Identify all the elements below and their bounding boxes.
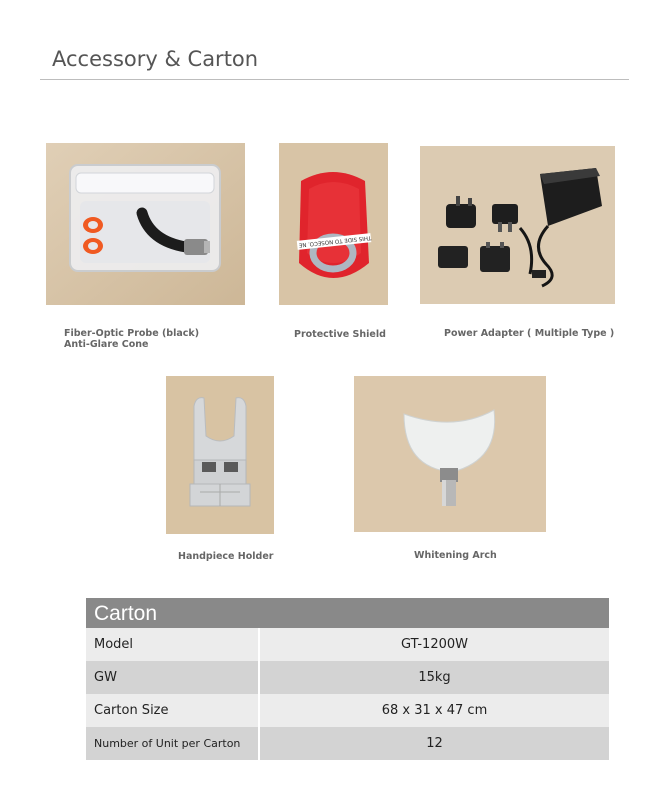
row-label-gw: GW <box>86 661 259 694</box>
row-value-units-per-carton: 12 <box>259 727 609 760</box>
caption-handpiece-holder: Handpiece Holder <box>178 551 274 562</box>
row-label-carton-size: Carton Size <box>86 694 259 727</box>
handpiece-holder-photo <box>166 376 274 534</box>
row-value-carton-size: 68 x 31 x 47 cm <box>259 694 609 727</box>
table-row <box>86 661 609 694</box>
caption-line: Fiber-Optic Probe (black) <box>64 328 200 339</box>
protective-shield-photo <box>279 143 388 305</box>
caption-protective-shield: Protective Shield <box>294 329 386 340</box>
row-label-model: Model <box>86 628 259 661</box>
caption-power-adapter: Power Adapter ( Multiple Type ) <box>444 328 615 339</box>
table-row <box>86 628 609 661</box>
title-divider <box>40 79 629 80</box>
table-row <box>86 694 609 727</box>
caption-line: Anti-Glare Cone <box>64 339 149 350</box>
caption-whitening-arch: Whitening Arch <box>414 550 497 561</box>
power-adapter-photo <box>420 146 615 304</box>
row-label-units-per-carton: Number of Unit per Carton <box>86 727 259 760</box>
caption-fiber-optic-probe <box>64 328 199 350</box>
row-value-gw: 15kg <box>259 661 609 694</box>
shield-sticker-label: THIS SIDE TO NOSECO. NE <box>298 234 372 248</box>
row-value-model: GT-1200W <box>259 628 609 661</box>
carton-table <box>86 628 609 760</box>
fiber-optic-probe-photo <box>46 143 245 305</box>
whitening-arch-photo <box>354 376 546 532</box>
table-row <box>86 727 609 760</box>
carton-section-title: Carton <box>86 598 609 628</box>
page-title: Accessory & Carton <box>52 47 259 71</box>
